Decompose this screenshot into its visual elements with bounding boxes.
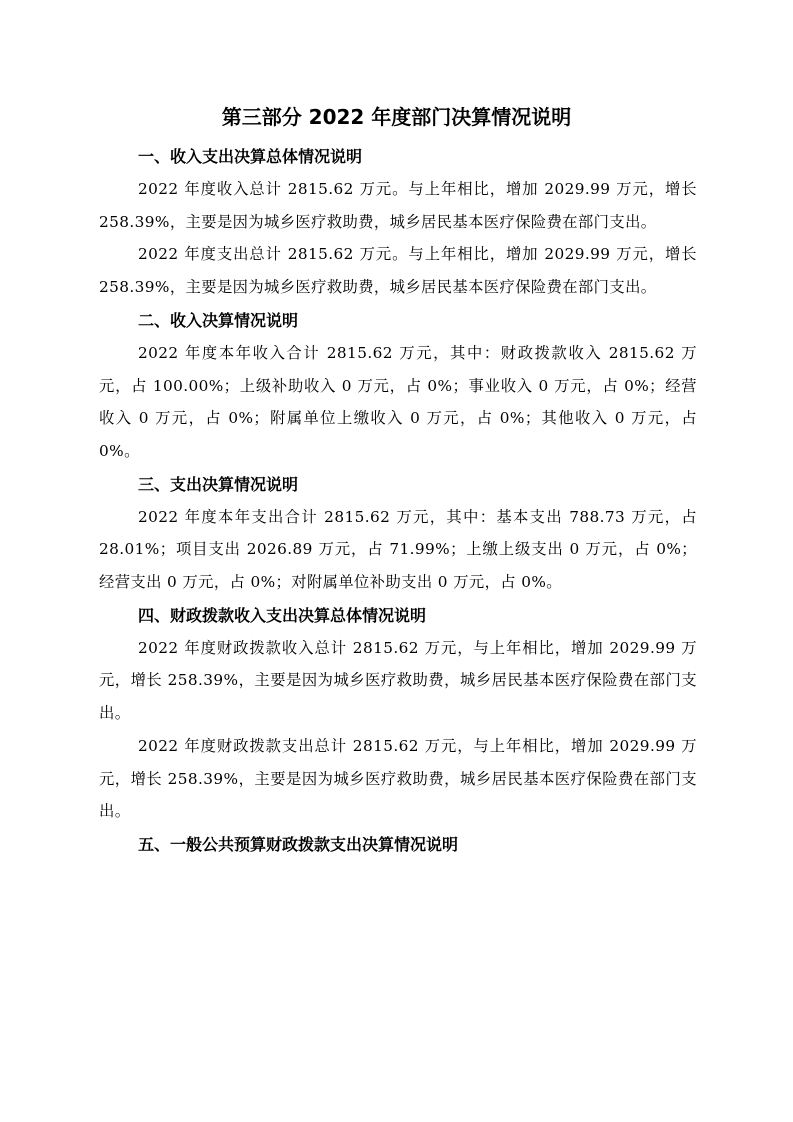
paragraph: 2022 年度财政拨款收入总计 2815.62 万元，与上年相比，增加 2029.99 万元，增长 258.39%，主要是因为城乡医疗救助费，城乡居民基本医疗保险费在部门支出。 — [99, 638, 697, 723]
section-4 — [99, 599, 697, 828]
section-heading: 四、财政拨款收入支出决算总体情况说明 — [138, 605, 427, 625]
section-heading: 一、收入支出决算总体情况说明 — [138, 147, 363, 166]
section-heading: 五、一般公共预算财政拨款支出决算情况说明 — [138, 834, 459, 854]
paragraph: 2022 年度本年支出合计 2815.62 万元，其中：基本支出 788.73 万元，占 28.01%；项目支出 2026.89 万元，占 71.99%；上缴上级支出 0 万元，占 0%；经营支出 0 万元，占 0%；对附属单位补助支出 0 万元，占 0%。 — [99, 507, 697, 592]
paragraph: 2022 年度支出总计 2815.62 万元。与上年相比，增加 2029.99 万元，增长 258.39%，主要是因为城乡医疗救助费，城乡居民基本医疗保险费在部门支出。 — [99, 245, 697, 297]
section-heading: 三、支出决算情况说明 — [138, 474, 299, 494]
section-heading: 二、收入决算情况说明 — [138, 310, 299, 330]
document-body — [99, 140, 697, 861]
section-5 — [99, 828, 697, 861]
page-title: 第三部分 2022 年度部门决算情况说明 — [221, 105, 572, 129]
paragraph: 2022 年度财政拨款支出总计 2815.62 万元，与上年相比，增加 2029.99 万元，增长 258.39%，主要是因为城乡医疗救助费，城乡居民基本医疗保险费在部门支出。 — [99, 736, 697, 821]
section-3 — [99, 468, 697, 599]
paragraph: 2022 年度本年收入合计 2815.62 万元，其中：财政拨款收入 2815.62 万元，占 100.00%；上级补助收入 0 万元，占 0%；事业收入 0 万元，占 0%；经营收入 0 万元，占 0%；附属单位上缴收入 0 万元，占 0%；其他收入 0 万元，占 0%。 — [99, 343, 697, 460]
section-2 — [99, 304, 697, 468]
paragraph: 2022 年度收入总计 2815.62 万元。与上年相比，增加 2029.99 万元，增长 258.39%，主要是因为城乡医疗救助费，城乡居民基本医疗保险费在部门支出。 — [99, 180, 697, 231]
section-1 — [99, 140, 697, 304]
